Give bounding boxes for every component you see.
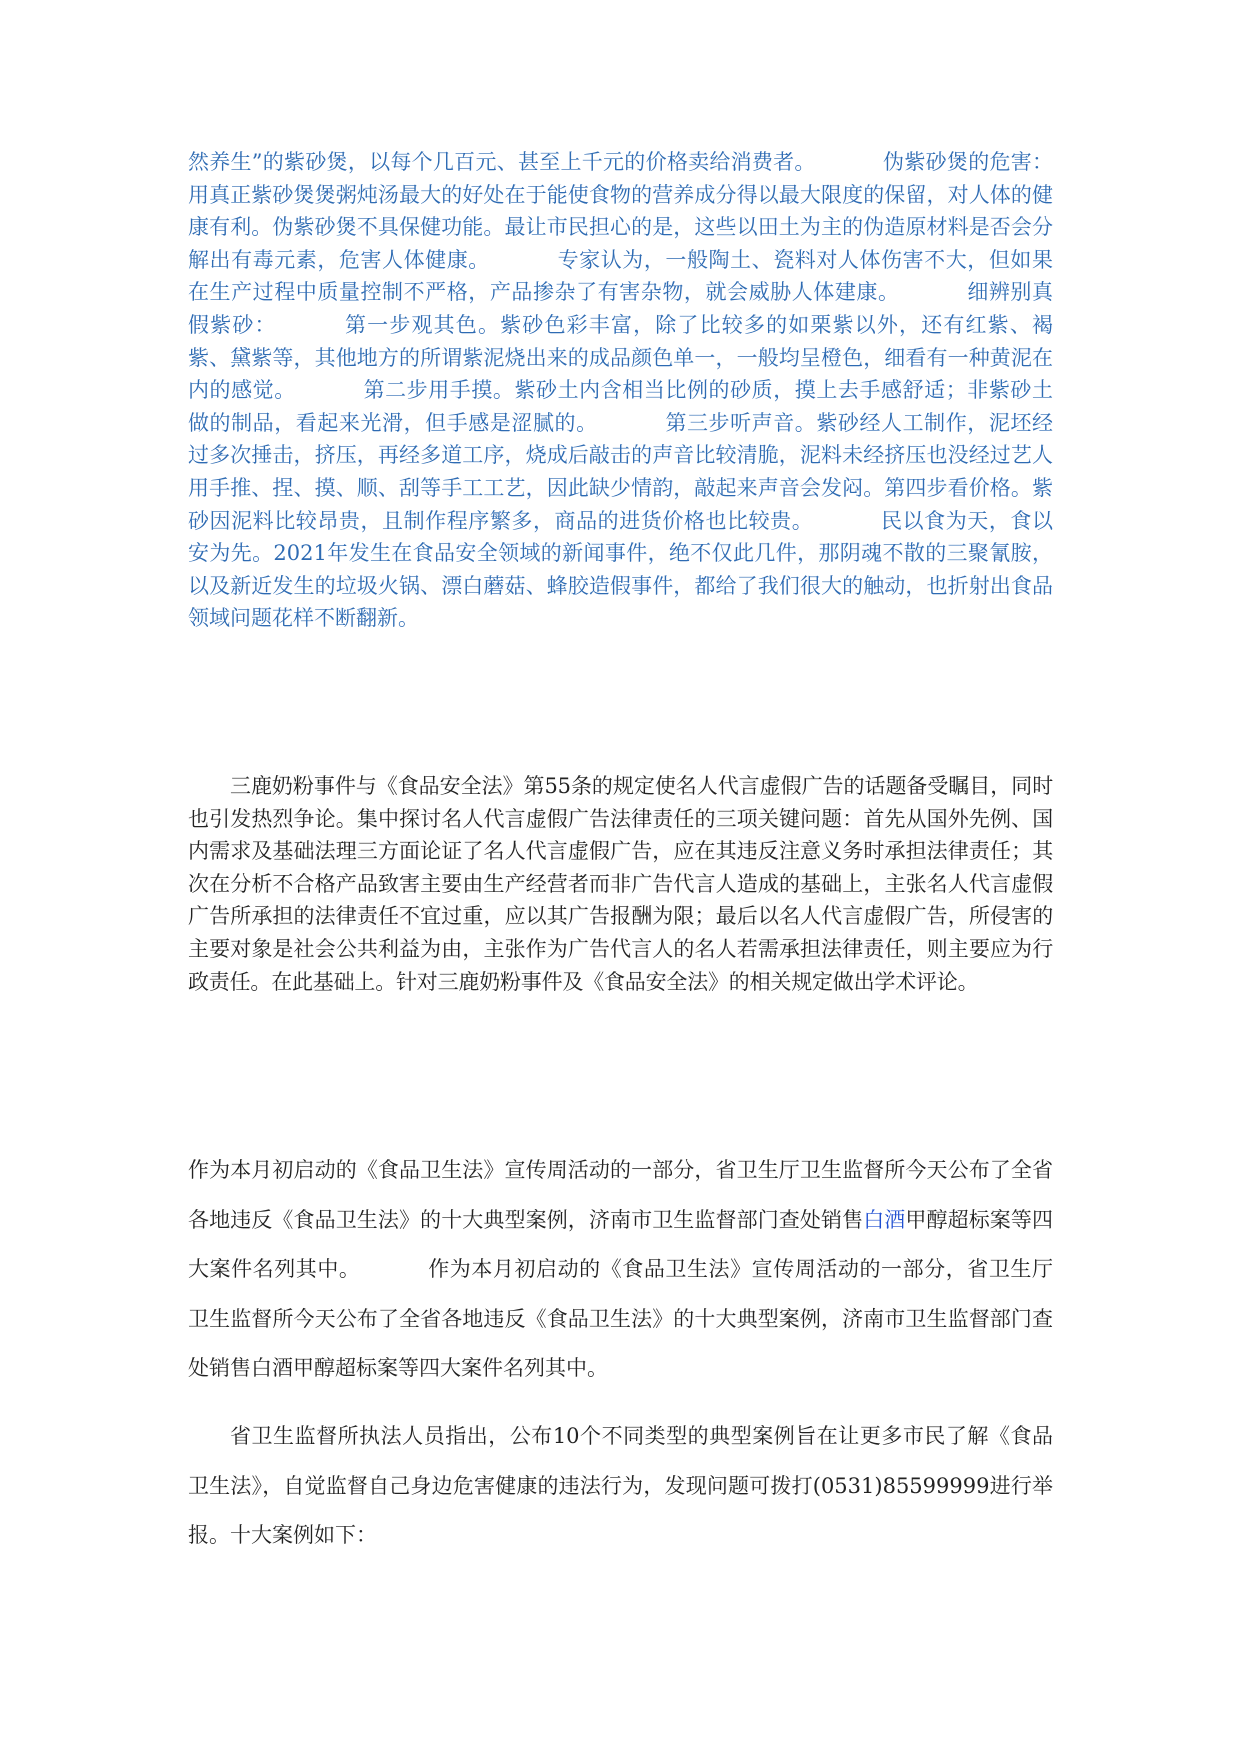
zisha-step-two-text: 第二步用手摸。紫砂土内含相当比例的砂质，摸上去手感舒适；非紫砂土做的制品，看起来光滑，但手感是涩腻的。 [188,378,1053,435]
zisha-expert-text: 专家认为，一般陶土、瓷料对人体伤害不大，但如果在生产过程中质量控制不严格，产品掺杂了有害杂物，就会威胁人体建康。 [188,247,1053,305]
sanlu-abstract-paragraph: 三鹿奶粉事件与《食品安全法》第55条的规定使名人代言虚假广告的话题备受瞩目，同时也引发热烈争论。集中探讨名人代言虚假广告法律责任的三项关键问题：首先从国外先例、国内需求及基础法理三方面论证了名人代言虚假广告，应在其违反注意义务时承担法律责任；其次在分析不合格产品致害主要由生产经营者而非广告代言人造成的基础上，主张名人代言虚假广告所承担的法律责任不宜过重，应以其广告报酬为限；最后以名人代言虚假广告，所侵害的主要对象是社会公共利益为由，主张作为广告代言人的名人若需承担法律责任，则主要应为行政责任。在此基础上。针对三鹿奶粉事件及《食品安全法》的相关规定做出学术评论。 [188,774,1053,994]
zisha-intro-text: 然养生”的紫砂煲，以每个几百元、甚至上千元的价格卖给消费者。 [188,150,816,174]
zisha-step-one-text: 第一步观其色。紫砂色彩丰富，除了比较多的如栗紫以外，还有红紫、褐紫、黛紫等，其他地方的所谓紫泥烧出来的成品颜色单一，一般均呈橙色，细看有一种黄泥在内的感觉。 [188,312,1054,403]
zisha-step-three-four-text: 第三步听声音。紫砂经人工制作，泥坯经过多次捶击，挤压，再经多道工序，烧成后敲击的声音比较清脆，泥料未经挤压也没经过艺人用手推、捏、摸、顺、刮等手工工艺，因此缺少情韵，敲起来声音会发闷。第四步看价格。紫砂因泥料比较昂贵，且制作程序繁多，商品的进货价格也比较贵。 [188,410,1053,533]
ten-cases-paragraph: 省卫生监督所执法人员指出，公布10个不同类型的典型案例旨在让更多市民了解《食品卫生法》，自觉监督自己身边危害健康的违法行为，发现问题可拨打(0531)85599999进行举报。十大案例如下： [188,1424,1053,1547]
zisha-article-paragraph [188,146,1053,635]
food-safety-conclusion-text: 民以食为天，食以安为先。2021年发生在食品安全领域的新闻事件，绝不仅此几件，那阴魂不散的三聚氰胺，以及新近发生的垃圾火锅、漂白蘑菇、蜂胶造假事件，都给了我们很大的触动，也折射出食品领域问题花样不断翻新。 [188,508,1053,631]
zisha-identify-heading: 细辨别真假紫砂： [188,280,1053,337]
zisha-harm-text: 伪紫砂煲的危害：用真正紫砂煲煲粥炖汤最大的好处在于能使食物的营养成分得以最大限度的保留，对人体的健康有利。伪紫砂煲不具保健功能。最让市民担心的是，这些以田土为主的伪造原材料是否会分解出有毒元素，危害人体健康。 [188,150,1054,272]
hygiene-law-text-start: 作为本月初启动的《食品卫生法》宣传周活动的一部分，省卫生厅卫生监督所今天公布了全省各地违反《食品卫生法》的十大典型案例，济南市卫生监督部门查处销售 [188,1158,1053,1232]
hygiene-law-text-end: 甲醇超标案等四大案件名列其中。 [188,1207,1054,1281]
hygiene-law-text-repeat: 作为本月初启动的《食品卫生法》宣传周活动的一部分，省卫生厅卫生监督所今天公布了全省各地违反《食品卫生法》的十大典型案例，济南市卫生监督部门查处销售白酒甲醇超标案等四大案件名列其中。 [188,1257,1053,1380]
hygiene-law-paragraph [188,1146,1053,1394]
baijiu-link[interactable]: 白酒 [863,1207,906,1232]
